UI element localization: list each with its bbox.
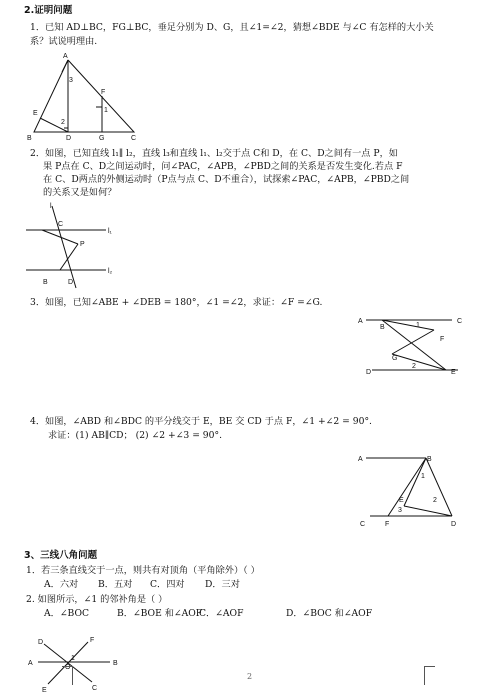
s3-label-c: C <box>92 685 98 692</box>
q2-label-l2: l₂ <box>108 268 113 275</box>
q2-label-d: D <box>68 279 74 286</box>
q1-label-3: 3 <box>69 77 73 84</box>
q1-line-1: 1．已知 AD⊥BC，FG⊥BC，垂足分别为 D、G，且∠1=∠2，猜想∠BDE 与∠C 有怎样的大小关 <box>30 22 434 33</box>
q2-line-2: 果 P点在 C、D之间运动时，问∠PAC，∠APB，∠PBD之间的关系是否发生变化.若点 F <box>43 161 403 172</box>
q2-figure <box>24 202 124 290</box>
s3-q2-stem: 2. 如图所示，∠1 的邻补角是（ ） <box>26 594 168 605</box>
s3-label-a: A <box>28 660 33 667</box>
q4-figure <box>354 446 470 532</box>
q1-label-1: 1 <box>104 107 108 114</box>
s3-label-e: E <box>42 687 47 694</box>
q3-label-e: E <box>451 369 456 376</box>
q1-label-c: C <box>131 135 137 142</box>
s3-q2-option-a: A．∠BOC <box>44 608 90 619</box>
q1-label-d: D <box>66 135 72 142</box>
q1-label-g: G <box>99 135 105 142</box>
q3-label-b: B <box>380 324 385 331</box>
q3-label-d: D <box>366 369 372 376</box>
s3-label-f: F <box>90 637 95 644</box>
q4-label-3: 3 <box>398 507 402 514</box>
q1-label-b: B <box>27 135 32 142</box>
q4-line-2: 求证：(1) AB∥CD； (2) ∠2 +∠3 = 90°. <box>48 430 223 441</box>
page-number: 2 <box>247 672 253 681</box>
q4-label-c: C <box>360 521 366 528</box>
q1-line-2: 系？试说明理由. <box>30 36 98 47</box>
s3-q2-figure <box>24 632 134 696</box>
s3-label-o: O <box>65 664 71 671</box>
q2-line-3: 在 C、D两点的外侧运动时（P点与点 C、D不重合），试探索∠PAC，∠APB，∠PBD之间 <box>43 174 410 185</box>
q3-label-2: 2 <box>412 363 416 370</box>
q3-label-g: G <box>392 355 398 362</box>
q3-label-c: C <box>457 318 463 325</box>
q4-label-e: E <box>399 497 404 504</box>
crop-mark-right <box>424 666 435 685</box>
q4-label-2: 2 <box>433 497 437 504</box>
q1-label-f: F <box>101 89 106 96</box>
q3-line-1: 3．如图，已知∠ABE + ∠DEB = 180°，∠1 =∠2，求证：∠F =∠G. <box>30 297 323 308</box>
q2-label-l1: l₁ <box>108 228 112 235</box>
q3-label-1: 1 <box>416 322 420 329</box>
s3-q1-stem: 1．若三条直线交于一点，则共有对顶角（平角除外）（ ） <box>26 565 260 576</box>
q1-figure <box>26 52 146 144</box>
s3-q1-option-b: B．五对 <box>98 579 133 590</box>
q3-figure <box>354 312 470 380</box>
s3-label-b: B <box>113 660 118 667</box>
s3-label-d: D <box>38 639 44 646</box>
s3-q1-option-c: C．四对 <box>150 579 185 590</box>
q2-label-b: B <box>43 279 48 286</box>
q4-label-f: F <box>385 521 390 528</box>
s3-q2-option-c: C．∠AOF <box>199 608 244 619</box>
q2-line-4: 的关系又是如何？ <box>43 187 117 198</box>
crop-mark-left <box>62 666 73 685</box>
s3-q1-option-d: D．三对 <box>205 579 240 590</box>
q4-label-d: D <box>451 521 457 528</box>
s3-label-1: 1 <box>71 655 75 662</box>
q4-label-a: A <box>358 456 363 463</box>
q1-label-e: E <box>33 110 38 117</box>
q4-line-1: 4．如图，∠ABD 和∠BDC 的平分线交于 E，BE 交 CD 于点 F，∠1 +∠2 = 90°. <box>30 416 372 427</box>
q3-label-a: A <box>358 318 363 325</box>
q2-label-p: P <box>80 241 85 248</box>
s3-q2-option-b: B．∠BOE 和∠AOF <box>117 608 203 619</box>
s3-q1-option-a: A．六对 <box>44 579 79 590</box>
q4-label-1: 1 <box>421 473 425 480</box>
q1-label-a: A <box>63 53 68 60</box>
q2-label-c: C <box>58 221 64 228</box>
q4-label-b: B <box>427 456 432 463</box>
s3-q2-option-d: D．∠BOC 和∠AOF <box>286 608 373 619</box>
q2-label-l: l <box>50 203 52 210</box>
section-3-heading: 3、三线八角问题 <box>24 550 98 561</box>
section-2-heading: 2.证明问题 <box>24 5 73 16</box>
q2-line-1: 2．如图，已知直线 l₁∥ l₂，直线 l₃和直线 l₁、l₂交于点 C和 D，在 C、D之间有一点 P，如 <box>30 148 398 159</box>
q3-label-f: F <box>440 336 445 343</box>
q1-label-2: 2 <box>61 119 65 126</box>
